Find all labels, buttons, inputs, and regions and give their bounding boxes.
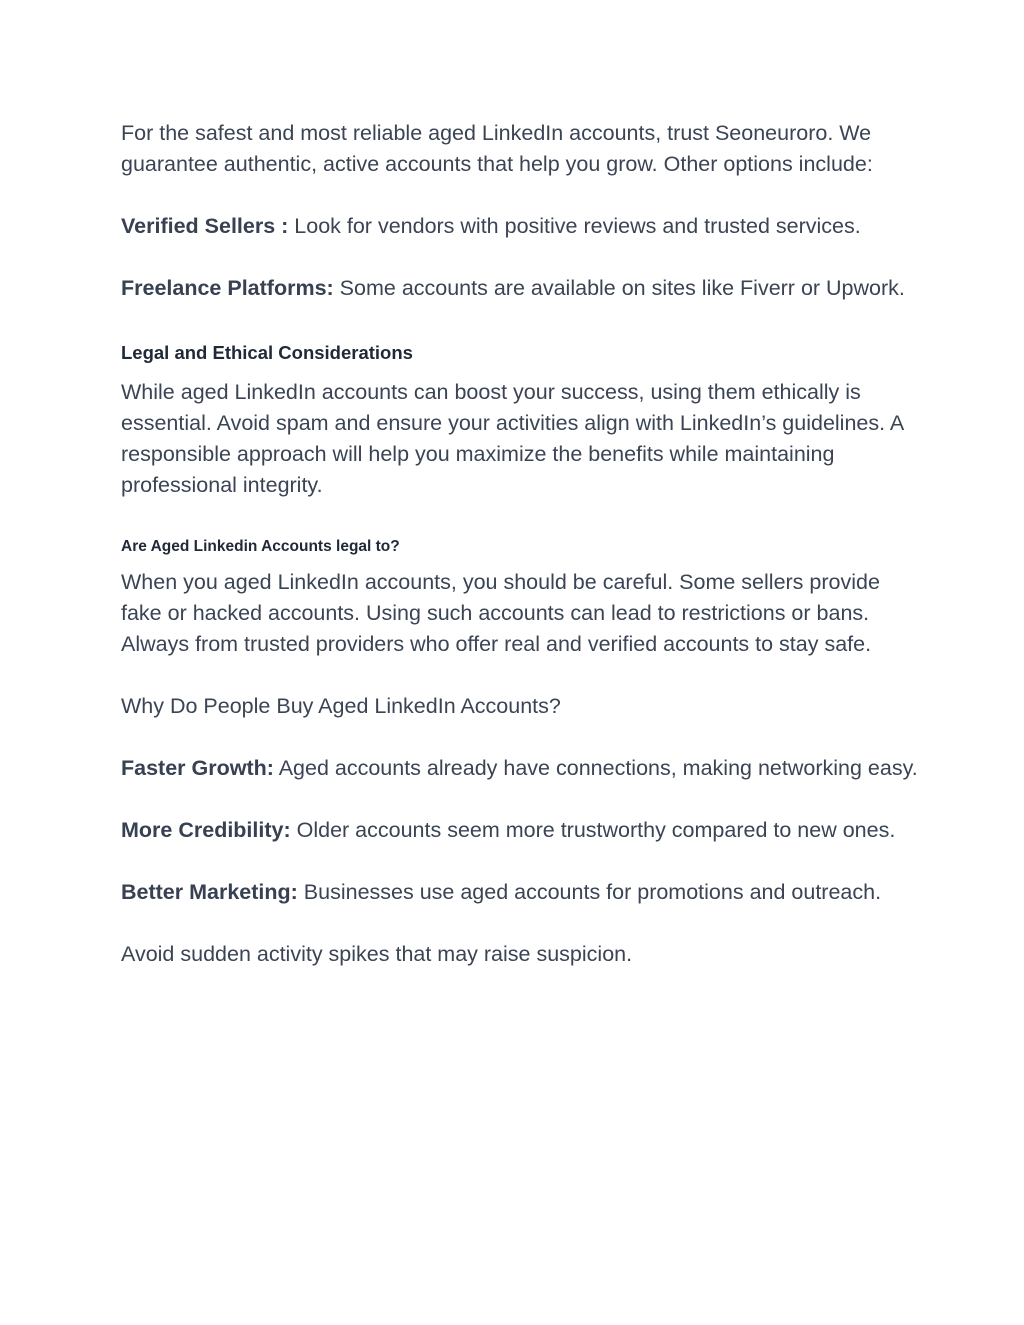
reason-term: More Credibility: (121, 818, 291, 842)
option-description: Some accounts are available on sites like Fiverr or Upwork. (333, 276, 905, 300)
option-description: Look for vendors with positive reviews and trusted services. (288, 214, 861, 238)
option-term: Verified Sellers : (121, 214, 289, 238)
document-page (121, 118, 921, 970)
option-verified-sellers (121, 211, 921, 242)
why-heading: Why Do People Buy Aged LinkedIn Accounts? (121, 694, 561, 718)
reason-description: Aged accounts already have connections, making networking easy. (273, 756, 918, 780)
reason-term: Better Marketing: (121, 880, 298, 904)
legal-heading: Legal and Ethical Considerations (121, 342, 413, 363)
legal-question-paragraph: When you aged LinkedIn accounts, you should be careful. Some sellers provide fake or hacked accounts. Using such accounts can lead to restrictions or bans. Always from trusted providers who offer real and verified accounts to stay safe. (121, 570, 880, 656)
reason-description: Businesses use aged accounts for promotions and outreach. (297, 880, 882, 904)
reason-term: Faster Growth: (121, 756, 274, 780)
option-freelance-platforms (121, 273, 921, 304)
legal-paragraph: While aged LinkedIn accounts can boost your success, using them ethically is essential. Avoid spam and ensure your activities align with LinkedIn’s guidelines. A responsible approach will help you maximize the benefits while maintaining professional integrity. (121, 380, 904, 497)
closing-paragraph: Avoid sudden activity spikes that may raise suspicion. (121, 942, 633, 966)
reason-more-credibility (121, 815, 921, 846)
option-term: Freelance Platforms: (121, 276, 334, 300)
reason-description: Older accounts seem more trustworthy compared to new ones. (290, 818, 896, 842)
legal-question-heading: Are Aged Linkedin Accounts legal to? (121, 538, 400, 555)
reason-better-marketing (121, 877, 921, 908)
intro-paragraph: For the safest and most reliable aged LinkedIn accounts, trust Seoneuroro. We guarantee authentic, active accounts that help you grow. Other options include: (121, 121, 873, 176)
reason-faster-growth (121, 753, 921, 784)
